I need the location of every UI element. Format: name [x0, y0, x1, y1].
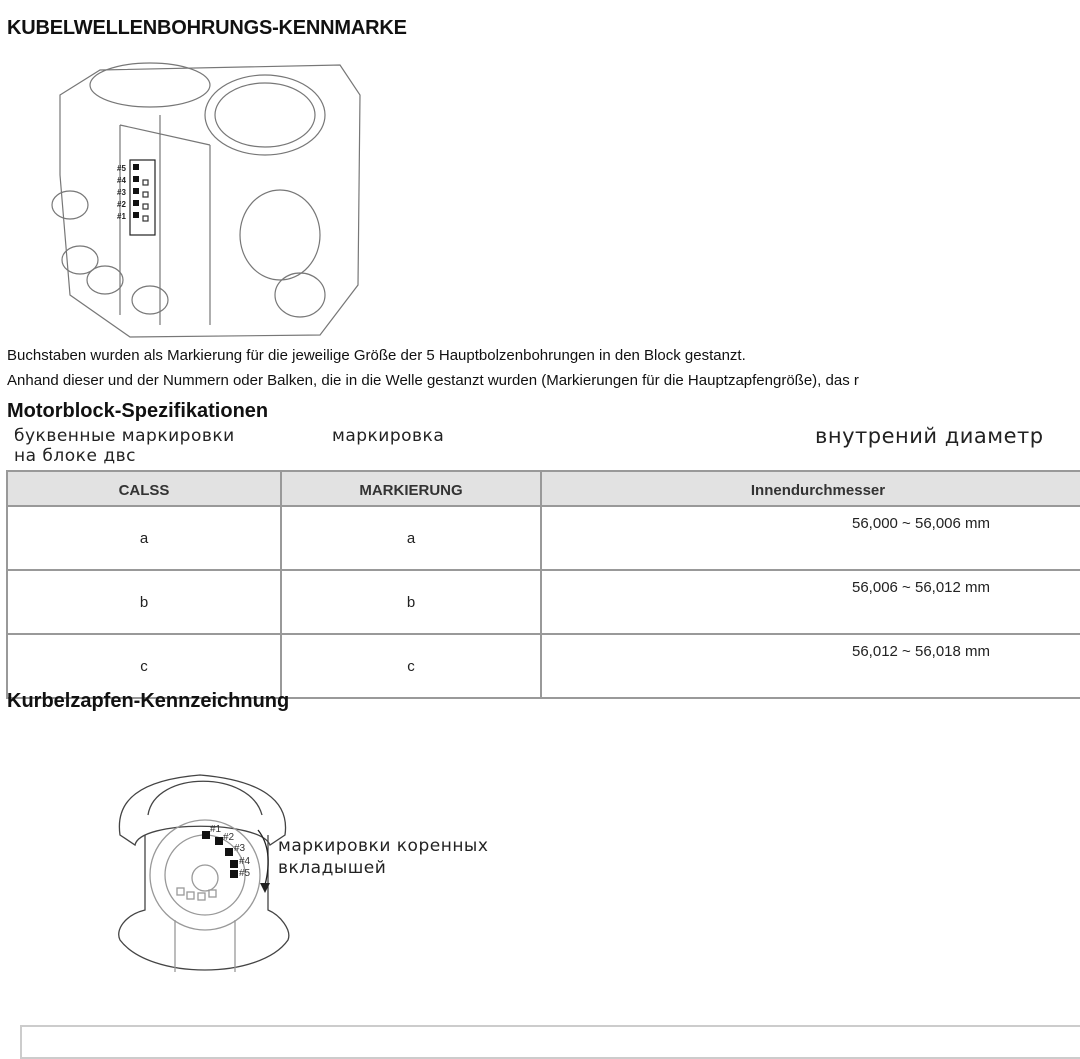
table-row — [7, 634, 1080, 698]
crank-annotation-line1: маркировки коренных — [278, 836, 489, 856]
cell-marking: c — [281, 634, 541, 698]
annotation-col3: внутрений диаметр — [815, 424, 1044, 448]
engine-block-illustration — [40, 55, 370, 340]
crank-heading: Kurbelzapfen-Kennzeichnung — [7, 690, 290, 712]
spec-table — [6, 470, 1080, 699]
table-row — [7, 570, 1080, 634]
header-class: CALSS — [7, 471, 281, 506]
block-mark-label: #1 — [117, 212, 126, 221]
block-mark-label: #3 — [117, 188, 126, 197]
cell-marking: b — [281, 570, 541, 634]
block-mark-label: #4 — [117, 176, 126, 185]
cell-class: a — [7, 506, 281, 570]
cell-diameter: 56,012 ~ 56,018 mm — [541, 634, 1080, 698]
block-mark-label: #2 — [117, 200, 126, 209]
crank-annotation-line2: вкладышей — [278, 858, 387, 878]
annotation-col1-line1: буквенные маркировки — [14, 426, 235, 446]
cell-diameter: 56,006 ~ 56,012 mm — [541, 570, 1080, 634]
crank-mark-label: #3 — [234, 843, 246, 854]
annotation-col2: маркировка — [332, 426, 445, 446]
cell-marking: a — [281, 506, 541, 570]
block-mark-label: #5 — [117, 164, 126, 173]
crank-mark-label: #5 — [239, 868, 251, 879]
description-line: Anhand dieser und der Nummern oder Balken, die in die Welle gestanzt wurden (Markierungen für die Hauptzapfengröße), das r — [7, 372, 859, 389]
crank-mark-label: #1 — [210, 824, 222, 835]
description-line: Buchstaben wurden als Markierung für die jeweilige Größe der 5 Hauptbolzenbohrungen in den Block gestanzt. — [7, 347, 746, 364]
spec-heading: Motorblock-Spezifikationen — [7, 400, 269, 422]
annotation-col1-line2: на блоке двс — [14, 446, 136, 466]
bottom-panel — [20, 1025, 1080, 1059]
cell-class: b — [7, 570, 281, 634]
header-marking: MARKIERUNG — [281, 471, 541, 506]
table-row — [7, 506, 1080, 570]
page-title: KUBELWELLENBOHRUNGS-KENNMARKE — [7, 17, 407, 39]
crank-mark-label: #4 — [239, 856, 251, 867]
cell-class: c — [7, 634, 281, 698]
table-header-row — [7, 471, 1080, 506]
header-inner-diameter: Innendurchmesser — [541, 471, 1080, 506]
crank-mark-label: #2 — [223, 832, 235, 843]
crankshaft-illustration — [110, 760, 300, 980]
cell-diameter: 56,000 ~ 56,006 mm — [541, 506, 1080, 570]
